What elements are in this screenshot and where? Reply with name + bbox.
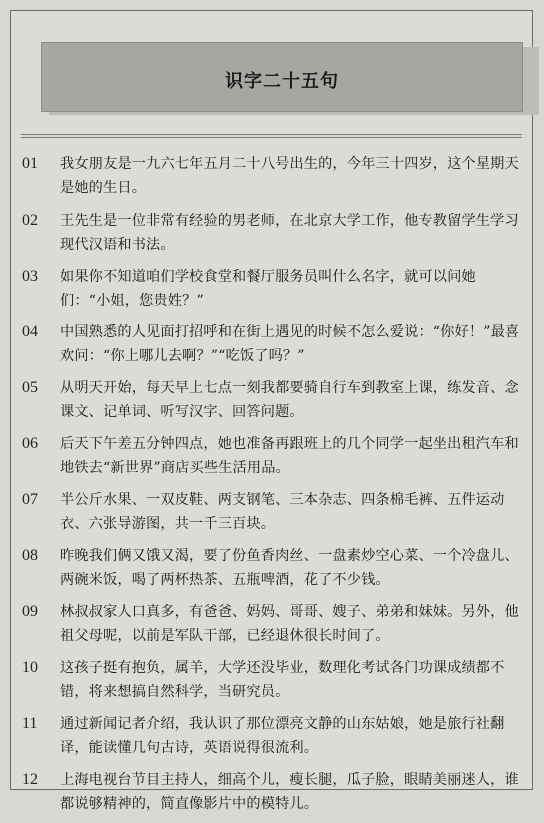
sentence-item [22, 320, 543, 368]
sentence-text: 从明天开始，每天早上七点一刻我都要骑自行车到教室上课，练发音、念课文、记单词、听写汉字、回答问题。 [60, 380, 519, 420]
sentence-text: 通过新闻记者介绍，我认识了那位漂亮文静的山东姑娘，她是旅行社翻译，能读懂几句古诗，英语说得很流利。 [60, 716, 505, 756]
sentence-item [22, 152, 543, 200]
sentence-number: 10 [22, 659, 38, 676]
sentence-item [22, 488, 543, 536]
sentence-number: 09 [22, 603, 38, 620]
sentence-item [22, 432, 543, 480]
title-banner [41, 42, 523, 112]
sentence-number: 12 [22, 771, 38, 788]
sentence-item [22, 656, 543, 704]
document-page [10, 10, 533, 812]
sentence-number: 11 [22, 715, 38, 732]
sentence-number: 04 [22, 323, 38, 340]
sentence-text: 上海电视台节目主持人，细高个儿，瘦长腿，瓜子脸，眼睛美丽迷人，谁都说够精神的，简直像影片中的模特儿。 [60, 772, 519, 812]
sentence-list [22, 152, 543, 823]
sentence-item [22, 265, 543, 313]
sentence-text: 中国熟悉的人见面打招呼和在街上遇见的时候不怎么爱说：“你好！”最喜欢问：“你上哪儿去啊？”“吃饭了吗？” [60, 324, 520, 364]
sentence-text: 如果你不知道咱们学校食堂和餐厅服务员叫什么名字，就可以问她们：“小姐，您贵姓？” [60, 269, 476, 309]
sentence-number: 08 [22, 547, 38, 564]
sentence-number: 07 [22, 491, 38, 508]
sentence-number: 02 [22, 212, 38, 229]
sentence-text: 我女朋友是一九六七年五月二十八号出生的，今年三十四岁，这个星期天是她的生日。 [60, 156, 519, 196]
page-title: 识字二十五句 [225, 71, 339, 92]
sentence-item [22, 768, 543, 816]
sentence-item [22, 712, 543, 760]
sentence-text: 王先生是一位非常有经验的男老师，在北京大学工作，他专教留学生学习现代汉语和书法。 [60, 213, 519, 253]
sentence-item [22, 544, 543, 592]
sentence-text: 后天下午差五分钟四点，她也准备再跟班上的几个同学一起坐出租汽车和地铁去“新世界”商店买些生活用品。 [60, 436, 519, 476]
sentence-text: 半公斤水果、一双皮鞋、两支钢笔、三本杂志、四条棉毛裤、五件运动衣、六张导游图，共一千三百块。 [60, 492, 505, 532]
sentence-number: 03 [22, 268, 38, 285]
title-divider-secondary [21, 137, 522, 138]
sentence-item [22, 376, 543, 424]
sentence-number: 05 [22, 379, 38, 396]
sentence-text: 昨晚我们俩又饿又渴，要了份鱼香肉丝、一盘素炒空心菜、一个冷盘儿、两碗米饭，喝了两杯热茶、五瓶啤酒，花了不少钱。 [60, 548, 519, 588]
sentence-text: 林叔叔家人口真多，有爸爸、妈妈、哥哥、嫂子、弟弟和妹妹。另外，他祖父母呢，以前是军队干部，已经退休很长时间了。 [60, 604, 519, 644]
sentence-number: 06 [22, 435, 38, 452]
sentence-item [22, 600, 543, 648]
sentence-number: 01 [22, 155, 38, 172]
sentence-item [22, 209, 543, 257]
title-divider [21, 134, 522, 135]
sentence-text: 这孩子挺有抱负，属羊，大学还没毕业，数理化考试各门功课成绩都不错，将来想搞自然科学，当研究员。 [60, 660, 505, 700]
